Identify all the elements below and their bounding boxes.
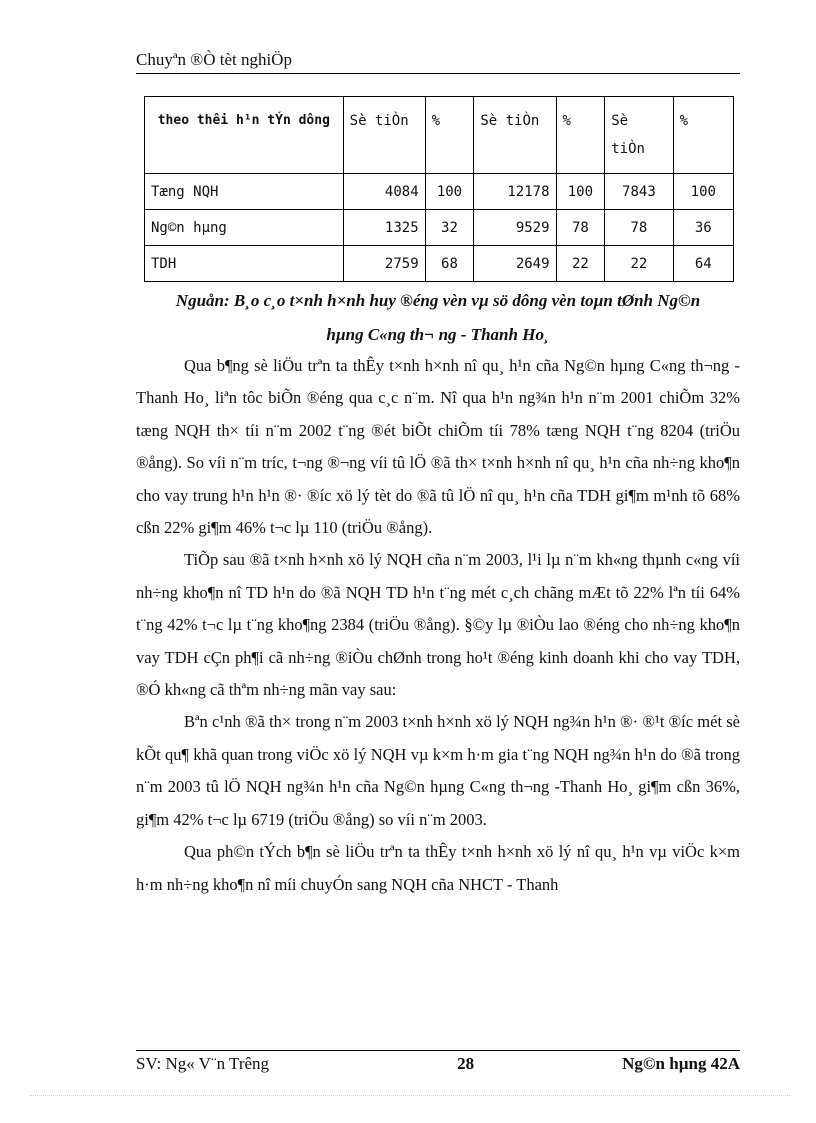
page-footer xyxy=(136,1050,740,1074)
row-label: TDH xyxy=(145,246,344,282)
table-cell: 100 xyxy=(673,174,733,210)
table-cell: 9529 xyxy=(474,210,556,246)
table-cell: 2649 xyxy=(474,246,556,282)
table-cell: 78 xyxy=(556,210,605,246)
table-source-caption xyxy=(136,284,740,352)
table-header-cell: Sè tiÒn xyxy=(343,97,425,174)
table-row xyxy=(145,246,734,282)
table-cell: 2759 xyxy=(343,246,425,282)
table-cell: 78 xyxy=(605,210,673,246)
table-cell: 36 xyxy=(673,210,733,246)
table-row xyxy=(145,210,734,246)
table-cell: 68 xyxy=(425,246,474,282)
page-header xyxy=(136,50,740,74)
source-line-2: hµng C«ng th¬ ng - Thanh Ho¸ xyxy=(326,325,550,344)
table-cell: 12178 xyxy=(474,174,556,210)
table-cell: 4084 xyxy=(343,174,425,210)
table-header-row xyxy=(145,97,734,174)
table-header-cell: % xyxy=(556,97,605,174)
page-number: 28 xyxy=(457,1054,475,1073)
table-cell: 22 xyxy=(605,246,673,282)
table-cell: 64 xyxy=(673,246,733,282)
table-row xyxy=(145,174,734,210)
row-label: Tæng NQH xyxy=(145,174,344,210)
table-header-cell: % xyxy=(425,97,474,174)
data-table xyxy=(144,96,734,282)
table-header-cell: Sè tiÒn xyxy=(474,97,556,174)
table-cell: 32 xyxy=(425,210,474,246)
paragraph: Qua b¶ng sè liÖu trªn ta thÊy t×nh h×nh nî qu¸ h¹n cña Ng©n hµng C«ng th¬ng - Thanh Ho¸ liªn tôc biÕn ®éng qua c¸c n¨m. Nî qua h¹n ng¾n h¹n n¨m 2001 chiÕm 32% tæng NQH th× tíi n¨m 2002 t¨ng ®ét biÕt chiÕm tíi 78% tæng NQH t¨ng 8204 (triÖu ®ång). So víi n¨m tríc, t¬ng ®¬ng víi tû lÖ ®ã th× t×nh h×nh nî qu¸ h¹n cña nh÷ng kho¶n cho vay trung h¹n h¹n ®· ®íc xö lý tèt do ®ã tû lÖ nî qu¸ h¹n cña TDH gi¶m m¹nh tõ 68% cßn 22% gi¶m 46% t¬c lµ 110 (triÖu ®ång). xyxy=(136,356,740,538)
body-text xyxy=(136,350,740,901)
table-header-cell: % xyxy=(673,97,733,174)
row-label: Ng©n hµng xyxy=(145,210,344,246)
footer-class: Ng©n hµng 42A xyxy=(622,1054,740,1073)
page-edge-divider xyxy=(30,1095,790,1096)
header-title: Chuyªn ®Ò tèt nghiÖp xyxy=(136,50,292,69)
table-cell: 100 xyxy=(425,174,474,210)
paragraph: Qua ph©n tÝch b¶n sè liÖu trªn ta thÊy t×nh h×nh xö lý nî qu¸ h¹n vµ viÖc k×m h·m nh÷ng kho¶n nî míi chuyÓn sang NQH cña NHCT - Thanh xyxy=(136,842,740,894)
table-cell: 22 xyxy=(556,246,605,282)
table-header-cell: Sè tiÒn xyxy=(605,97,673,174)
paragraph: TiÕp sau ®ã t×nh h×nh xö lý NQH cña n¨m 2003, l¹i lµ n¨m kh«ng thµnh c«ng víi nh÷ng kho¶n nî TD h¹n do ®ã NQH TD h¹n t¨ng mét c¸ch chãng mÆt tõ 22% lªn tíi 64% t¨ng 42% t¬c lµ t¨ng kho¶ng 2384 (triÖu ®ång). §©y lµ ®iÒu lao ®éng cho nh÷ng kho¶n vay TDH cÇn ph¶i cã nh÷ng ®iÒu chØnh trong ho¹t ®éng kinh doanh khi cho vay TDH, ®Ó kh«ng cã thªm nh÷ng mãn vay sau: xyxy=(136,550,740,700)
table-cell: 1325 xyxy=(343,210,425,246)
paragraph: Bªn c¹nh ®ã th× trong n¨m 2003 t×nh h×nh xö lý NQH ng¾n h¹n ®· ®¹t ®íc mét sè kÕt qu¶ khã quan trong viÖc xö lý NQH vµ k×m h·m gia t¨ng NQH ng¾n h¹n do ®ã trong n¨m 2003 tû lÖ NQH ng¾n h¹n cña Ng©n hµng C«ng th¬ng -Thanh Ho¸ gi¶m cßn 36%, gi¶m 42% t¬c lµ 6719 (triÖu ®ång) so víi n¨m 2003. xyxy=(136,712,740,829)
table-cell: 100 xyxy=(556,174,605,210)
table-cell: 7843 xyxy=(605,174,673,210)
table-header-first: theo thêi h¹n tÝn dông xyxy=(145,97,344,174)
footer-author: SV: Ng« V¨n Trêng xyxy=(136,1054,270,1073)
source-line-1: Nguån: B¸o c¸o t×nh h×nh huy ®éng vèn vµ sö dông vèn toµn tØnh Ng©n xyxy=(175,291,701,310)
